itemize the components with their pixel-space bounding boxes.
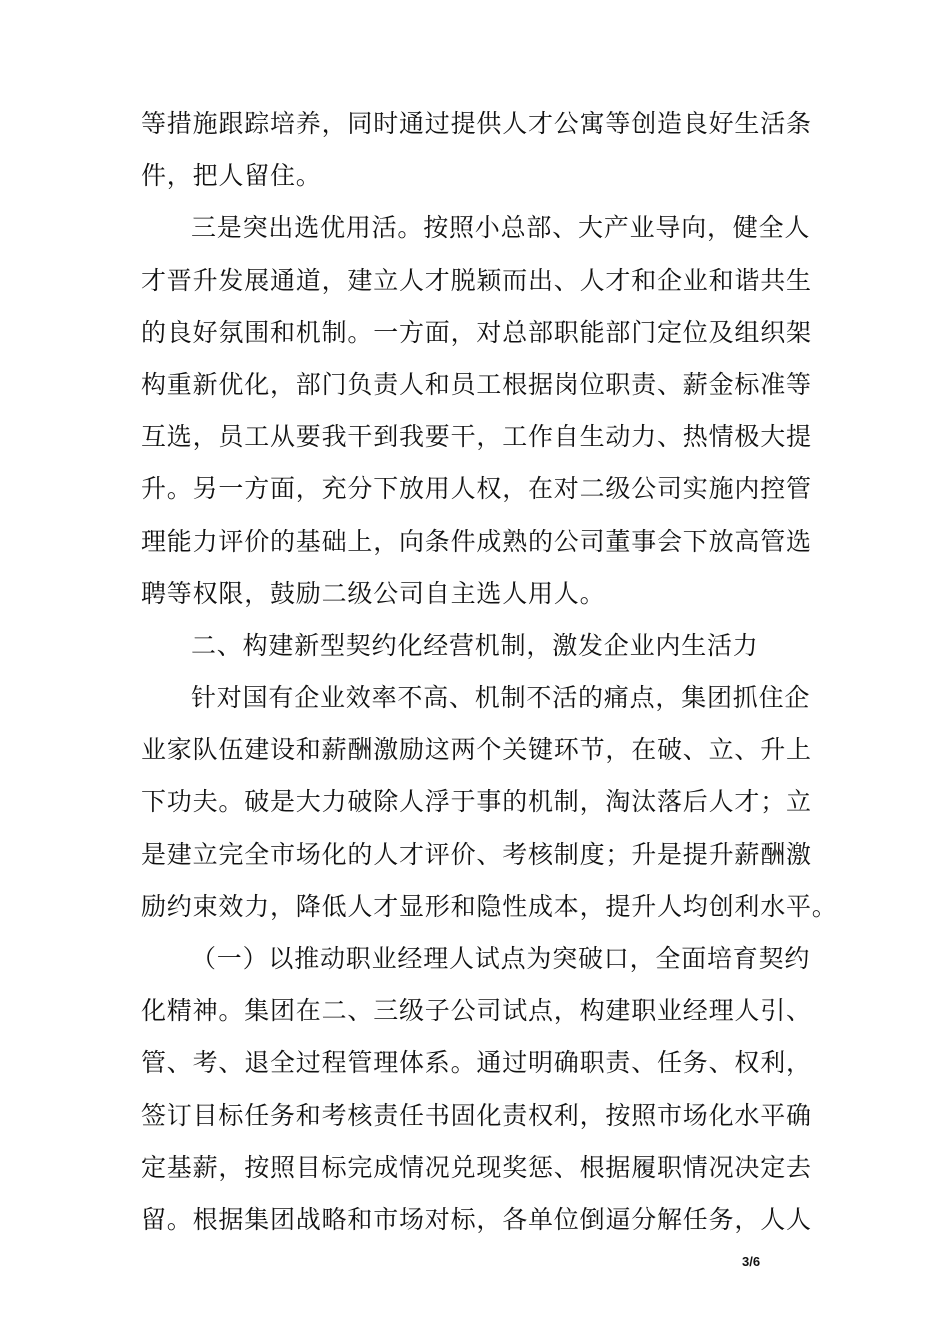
text-line: 互选，员工从要我干到我要干，工作自生动力、热情极大提 <box>141 422 812 452</box>
text-line: 留。根据集团战略和市场对标，各单位倒逼分解任务，人人 <box>141 1204 812 1234</box>
text-line: 构重新优化，部门负责人和员工根据岗位职责、薪金标准等 <box>141 369 812 399</box>
text-line: 等措施跟踪培养，同时通过提供人才公寓等创造良好生活条 <box>141 109 812 138</box>
text-line: 聘等权限，鼓励二级公司自主选人用人。 <box>141 578 606 608</box>
page-number: 3/6 <box>742 1254 761 1269</box>
text-line: 业家队伍建设和薪酬激励这两个关键环节，在破、立、升上 <box>141 735 812 765</box>
body-text <box>141 98 838 1246</box>
text-line: 励约束效力，降低人才显形和隐性成本，提升人均创利水平。 <box>141 891 838 921</box>
text-line: 理能力评价的基础上，向条件成熟的公司董事会下放高管选 <box>141 526 812 556</box>
text-line: 下功夫。破是大力破除人浮于事的机制，淘汰落后人才；立 <box>141 787 812 817</box>
text-line: 化精神。集团在二、三级子公司试点，构建职业经理人引、 <box>141 996 812 1026</box>
text-line: 签订目标任务和考核责任书固化责权利，按照市场化水平确 <box>141 1100 812 1130</box>
text-line: 件，把人留住。 <box>141 161 322 191</box>
text-line: 针对国有企业效率不高、机制不活的痛点，集团抓住企 <box>191 683 811 713</box>
text-line: 管、考、退全过程管理体系。通过明确职责、任务、权利， <box>141 1048 812 1078</box>
text-line: 升。另一方面，充分下放用人权，在对二级公司实施内控管 <box>141 474 812 504</box>
text-line: （一）以推动职业经理人试点为突破口，全面培育契约 <box>191 944 811 973</box>
section-heading: 二、构建新型契约化经营机制，激发企业内生活力 <box>191 630 759 660</box>
text-line: 三是突出选优用活。按照小总部、大产业导向，健全人 <box>191 213 811 243</box>
text-line: 才晋升发展通道，建立人才脱颖而出、人才和企业和谐共生 <box>141 265 812 295</box>
text-line: 的良好氛围和机制。一方面，对总部职能部门定位及组织架 <box>141 317 812 347</box>
text-line: 定基薪，按照目标完成情况兑现奖惩、根据履职情况决定去 <box>141 1152 812 1182</box>
text-line: 是建立完全市场化的人才评价、考核制度；升是提升薪酬激 <box>141 839 812 869</box>
